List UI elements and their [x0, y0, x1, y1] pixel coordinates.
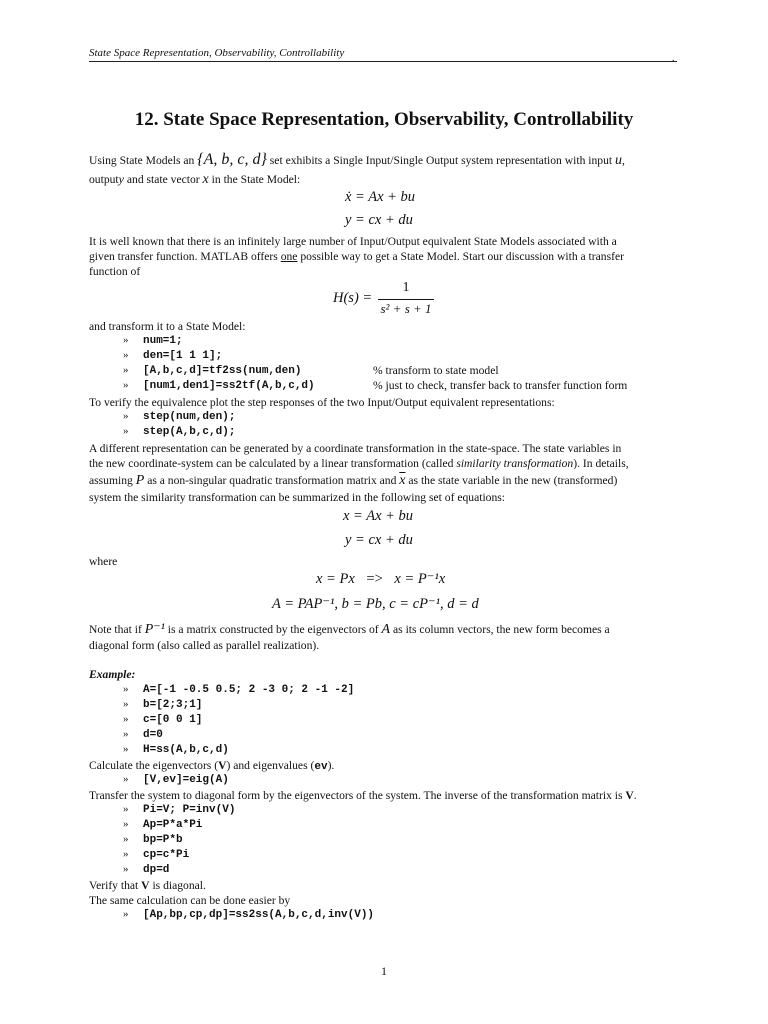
- matrix-P: P: [135, 473, 145, 488]
- para2-line-1: It is well known that there is an infinitely large number of Input/Output equivalent State Models associated with a: [89, 235, 617, 248]
- para9-V: V: [141, 879, 150, 892]
- code-text: [num1,den1]=ss2tf(A,b,c,d): [143, 380, 315, 392]
- prompt-symbol: »: [123, 803, 129, 815]
- para5-line-2: [89, 456, 629, 471]
- code-text: dp=d: [143, 864, 170, 876]
- fraction-bar: [378, 299, 434, 300]
- code-text: step(num,den);: [143, 411, 236, 423]
- para2-line-3: function of: [89, 265, 141, 278]
- code-line: [123, 683, 354, 696]
- code-text: [A,b,c,d]=tf2ss(num,den): [143, 365, 302, 377]
- para7-V: V: [218, 759, 227, 772]
- prompt-symbol: »: [123, 410, 129, 422]
- para6-text-1b: is a matrix constructed by the eigenvectors of: [167, 623, 379, 636]
- para8-text-b: .: [633, 789, 637, 802]
- set-abcd: {A, b, c, d}: [197, 151, 267, 168]
- code-comment: % just to check, transfer back to transfer function form: [373, 379, 628, 392]
- para6-text-1a: Note that if: [89, 623, 142, 636]
- transform-equation-2: A = PAP⁻¹, b = Pb, c = cP⁻¹, d = d: [272, 596, 479, 612]
- para9-text-b: is diagonal.: [152, 879, 206, 892]
- code-text: den=[1 1 1];: [143, 350, 223, 362]
- code-line: [123, 713, 202, 726]
- code-text: [Ap,bp,cp,dp]=ss2ss(A,b,c,d,inv(V)): [143, 909, 375, 921]
- page-title: 12. State Space Representation, Observability, Controllability: [134, 109, 634, 130]
- example-label: Example:: [89, 668, 136, 681]
- para5-text-3c: as the state variable in the new (transformed): [408, 474, 618, 487]
- para9: [89, 878, 206, 893]
- para10: The same calculation can be done easier by: [89, 894, 291, 907]
- para2-line-2: [89, 249, 624, 264]
- state-equation-2: y = cx + du: [345, 212, 413, 228]
- output-y: y: [118, 172, 124, 186]
- code-line: [123, 803, 235, 816]
- implies-arrow: =>: [366, 571, 383, 587]
- para8-text-a: Transfer the system to diagonal form by the eigenvectors of the system. The inverse of the transformation matrix is: [89, 789, 623, 802]
- intro-text-1a: Using State Models an: [89, 154, 195, 167]
- prompt-symbol: »: [123, 773, 129, 785]
- prompt-symbol: »: [123, 833, 129, 845]
- para5-line-3: [89, 473, 617, 488]
- code-line: [123, 425, 235, 438]
- prompt-symbol: »: [123, 728, 129, 740]
- para5-text-2a: the new coordinate-system can be calculated by a linear transformation (called: [89, 457, 454, 470]
- para3: and transform it to a State Model:: [89, 320, 246, 333]
- intro-line-1: [89, 152, 625, 168]
- eq-x-bar-def: x = Px: [316, 571, 355, 587]
- code-line: [123, 728, 163, 741]
- para7-text-b: ) and eigenvalues (: [226, 759, 315, 772]
- para5-line-4: system the similarity transformation can be summarized in the following set of equations:: [89, 491, 505, 504]
- input-u: u: [615, 153, 623, 168]
- header-dot: .: [672, 53, 675, 64]
- code-line: [123, 833, 183, 846]
- para7-ev: ev: [314, 761, 328, 773]
- prompt-symbol: »: [123, 908, 129, 920]
- para5-text-3b: as a non-singular quadratic transformation matrix and: [147, 474, 397, 487]
- para6-text-1c: as its column vectors, the new form becomes a: [393, 623, 610, 636]
- code-line: [123, 334, 183, 347]
- para8: [89, 788, 637, 803]
- code-text: cp=c*Pi: [143, 849, 190, 861]
- code-text: bp=P*b: [143, 834, 183, 846]
- state-x: x: [202, 172, 209, 187]
- intro-line-2: [89, 172, 300, 187]
- prompt-symbol: »: [123, 379, 129, 391]
- code-comment: % transform to state model: [373, 364, 499, 377]
- code-text: A=[-1 -0.5 0.5; 2 -3 0; 2 -1 -2]: [143, 684, 355, 696]
- similarity-equation-2: y = cx + du: [345, 532, 413, 548]
- para5-text-3a: assuming: [89, 474, 133, 487]
- para8-V: V: [625, 789, 634, 802]
- eq-x-inverse: x = P⁻¹x: [394, 571, 446, 587]
- para2-underlined-one: one: [280, 250, 298, 263]
- prompt-symbol: »: [123, 334, 129, 346]
- x-bar: $\overline{x}$: [399, 473, 406, 488]
- running-header: State Space Representation, Observability, Controllability: [89, 47, 345, 59]
- prompt-symbol: »: [123, 818, 129, 830]
- code-line: [123, 818, 202, 831]
- transfer-denominator: s² + s + 1: [380, 301, 432, 316]
- prompt-symbol: »: [123, 713, 129, 725]
- code-text: Ap=P*a*Pi: [143, 819, 203, 831]
- state-equation-1: ẋ = Ax + bu: [345, 189, 416, 205]
- code-line: [123, 364, 301, 377]
- prompt-symbol: »: [123, 425, 129, 437]
- intro-text-2a: output: [89, 173, 119, 186]
- para5-text-2b: ). In details,: [573, 457, 629, 470]
- intro-text-2c: in the State Model:: [211, 173, 301, 186]
- code-line: [123, 698, 202, 711]
- intro-text-1b: set exhibits a Single Input/Single Output system representation with input: [269, 154, 613, 167]
- prompt-symbol: »: [123, 349, 129, 361]
- prompt-symbol: »: [123, 364, 129, 376]
- transform-equation-1: [316, 571, 445, 588]
- code-line: [123, 863, 169, 876]
- code-text: b=[2;3;1]: [143, 699, 203, 711]
- para9-text-a: Verify that: [89, 879, 139, 892]
- prompt-symbol: »: [123, 863, 129, 875]
- code-text: [V,ev]=eig(A): [143, 774, 229, 786]
- prompt-symbol: »: [123, 848, 129, 860]
- prompt-symbol: »: [123, 743, 129, 755]
- code-line: [123, 908, 374, 921]
- code-line: [123, 379, 315, 392]
- code-line: [123, 743, 229, 756]
- para5-line-1: A different representation can be generated by a coordinate transformation in the state-space. The state variables in: [89, 442, 622, 455]
- code-line: [123, 773, 229, 786]
- para2-text-2b: possible way to get a State Model. Start our discussion with a transfer: [300, 250, 624, 263]
- intro-comma: ,: [622, 154, 625, 167]
- code-line: [123, 349, 222, 362]
- code-text: step(A,b,c,d);: [143, 426, 236, 438]
- code-text: H=ss(A,b,c,d): [143, 744, 229, 756]
- transfer-numerator: 1: [402, 280, 410, 295]
- matrix-A: A: [381, 622, 391, 637]
- code-line: [123, 410, 235, 423]
- para6-line-1: [89, 622, 610, 637]
- code-text: c=[0 0 1]: [143, 714, 203, 726]
- where-label: where: [89, 555, 118, 568]
- para7-text-a: Calculate the eigenvectors (: [89, 759, 219, 772]
- P-inverse: P⁻¹: [144, 622, 165, 637]
- code-text: num=1;: [143, 335, 183, 347]
- page-number: 1: [381, 964, 387, 978]
- code-text: d=0: [143, 729, 163, 741]
- para2-text-2a: given transfer function. MATLAB offers: [89, 250, 278, 263]
- code-text: Pi=V; P=inv(V): [143, 804, 236, 816]
- intro-text-2b: and state vector: [126, 173, 200, 186]
- para7-text-c: ).: [327, 759, 335, 772]
- header-rule: [89, 61, 677, 62]
- similarity-term: similarity transformation: [456, 457, 574, 470]
- para6-line-2: diagonal form (also called as parallel realization).: [89, 639, 320, 652]
- para4: To verify the equivalence plot the step responses of the two Input/Output equivalent representations:: [89, 396, 555, 409]
- transfer-lhs: H(s) =: [333, 290, 373, 306]
- similarity-equation-1: x = Ax + bu: [343, 508, 414, 524]
- prompt-symbol: »: [123, 683, 129, 695]
- code-line: [123, 848, 189, 861]
- prompt-symbol: »: [123, 698, 129, 710]
